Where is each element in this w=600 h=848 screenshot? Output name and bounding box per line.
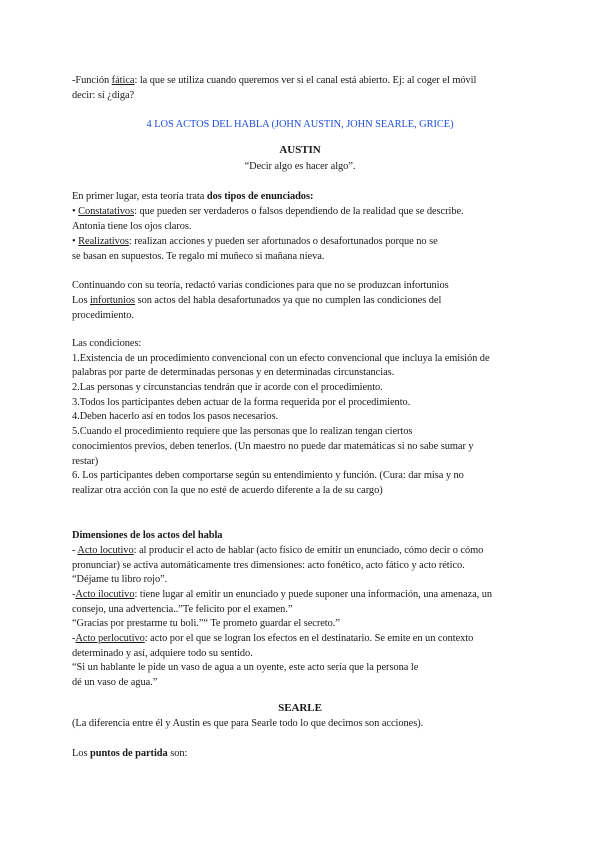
- conditions-label: Las condiciones:: [72, 338, 142, 349]
- continuando-line-2: Los infortunios son actos del habla desafortunados ya que no cumplen las condiciones del: [72, 295, 442, 306]
- realizativos-term: Realizativos: [78, 236, 129, 247]
- realizativos-line-2: se basan en supuestos. Te regalo mi muñeco si mañana nieva.: [72, 251, 325, 262]
- condition-line: conocimientos previos, deben tenerlos. (Un maestro no puede dar matemáticas si no sabe sumar y: [72, 441, 474, 452]
- ilocutivo-term: Acto ilocutivo: [75, 589, 135, 600]
- condition-line: realizar otra acción con la que no esté de acuerdo diferente a la de su cargo): [72, 485, 383, 496]
- ilocutivo-line-3: “Gracias por prestarme tu boli.”“ Te prometo guardar el secreto.”: [72, 618, 340, 629]
- austin-quote: “Decir algo es hacer algo”.: [244, 161, 356, 172]
- continuando-line-1: Continuando con su teoría, redactó varias condiciones para que no se produzcan infortunios: [72, 280, 449, 291]
- condition-line: 4.Deben hacerlo así en todos los pasos necesarios.: [72, 411, 279, 422]
- condition-line: restar): [72, 456, 99, 467]
- constatativos-term: Constatativos: [78, 206, 135, 217]
- continuando-line-3: procedimiento.: [72, 310, 134, 321]
- section-title: 4 LOS ACTOS DEL HABLA (JOHN AUSTIN, JOHN SEARLE, GRICE): [146, 119, 454, 130]
- fatica-term: fática: [111, 75, 135, 86]
- condition-line: 2.Las personas y circunstancias tendrán que ir acorde con el procedimiento.: [72, 382, 383, 393]
- locutivo-term: Acto locutivo: [77, 545, 134, 556]
- constatativos-example: Antonia tiene los ojos claros.: [72, 221, 192, 232]
- infortunios-term: infortunios: [89, 295, 136, 306]
- locutivo-example: “Déjame tu libro rojo”.: [72, 574, 168, 585]
- austin-intro: En primer lugar, esta teoría trata dos tipos de enunciados:: [72, 191, 314, 202]
- condition-line: 6. Los participantes deben comportarse según su entendimiento y función. (Cura: dar misa y no: [72, 470, 464, 481]
- perlocutivo-term: Acto perlocutivo: [75, 633, 145, 644]
- fatica-line-1: -Función fática: la que se utiliza cuando queremos ver si el canal está abierto. Ej: al coger el móvil: [72, 75, 477, 86]
- dimensiones-heading: Dimensiones de los actos del habla: [72, 530, 223, 541]
- fatica-line-2: decir: sí ¿diga?: [72, 90, 135, 101]
- puntos-line: Los puntos de partida son:: [72, 748, 188, 759]
- ilocutivo-item: -Acto ilocutivo: tiene lugar al emitir un enunciado y puede suponer una información, una amenaza, un: [72, 589, 493, 600]
- searle-note: (La diferencia entre él y Austin es que para Searle todo lo que decimos son acciones).: [72, 718, 424, 729]
- austin-heading: AUSTIN: [279, 144, 321, 156]
- perlocutivo-line-4: dé un vaso de agua.”: [72, 677, 158, 688]
- perlocutivo-line-3: “Si un hablante le pide un vaso de agua a un oyente, este acto sería que la persona le: [72, 662, 419, 673]
- condition-line: 5.Cuando el procedimiento requiere que las personas que lo realizan tengan ciertos: [72, 426, 413, 437]
- condition-line: palabras por parte de determinadas personas y en determinadas circunstancias.: [72, 367, 395, 378]
- condition-line: 1.Existencia de un procedimiento convencional con un efecto convencional que incluya la emisión de: [72, 353, 490, 364]
- condition-line: 3.Todos los participantes deben actuar de la forma requerida por el procedimiento.: [72, 397, 411, 408]
- locutivo-item: - Acto locutivo: al producir el acto de hablar (acto físico de emitir un enunciado, cómo decir o cómo: [72, 545, 484, 556]
- realizativos-item: • Realizativos: realizan acciones y pueden ser afortunados o desafortunados porque no se: [72, 236, 438, 247]
- ilocutivo-line-2: consejo, una advertencia..”Te felicito por el examen.”: [72, 604, 293, 615]
- perlocutivo-line-2: determinado y así, adquiere todo su sentido.: [72, 648, 253, 659]
- perlocutivo-item: -Acto perlocutivo: acto por el que se logran los efectos en el destinatario. Se emite en un contexto: [72, 633, 474, 644]
- constatativos-item: • Constatativos: que pueden ser verdaderos o falsos dependiendo de la realidad que se describe.: [72, 206, 464, 217]
- locutivo-line-2: pronunciar) se activa automáticamente tres dimensiones: acto fonético, acto fático y acto rético.: [72, 560, 465, 571]
- searle-heading: SEARLE: [278, 702, 322, 714]
